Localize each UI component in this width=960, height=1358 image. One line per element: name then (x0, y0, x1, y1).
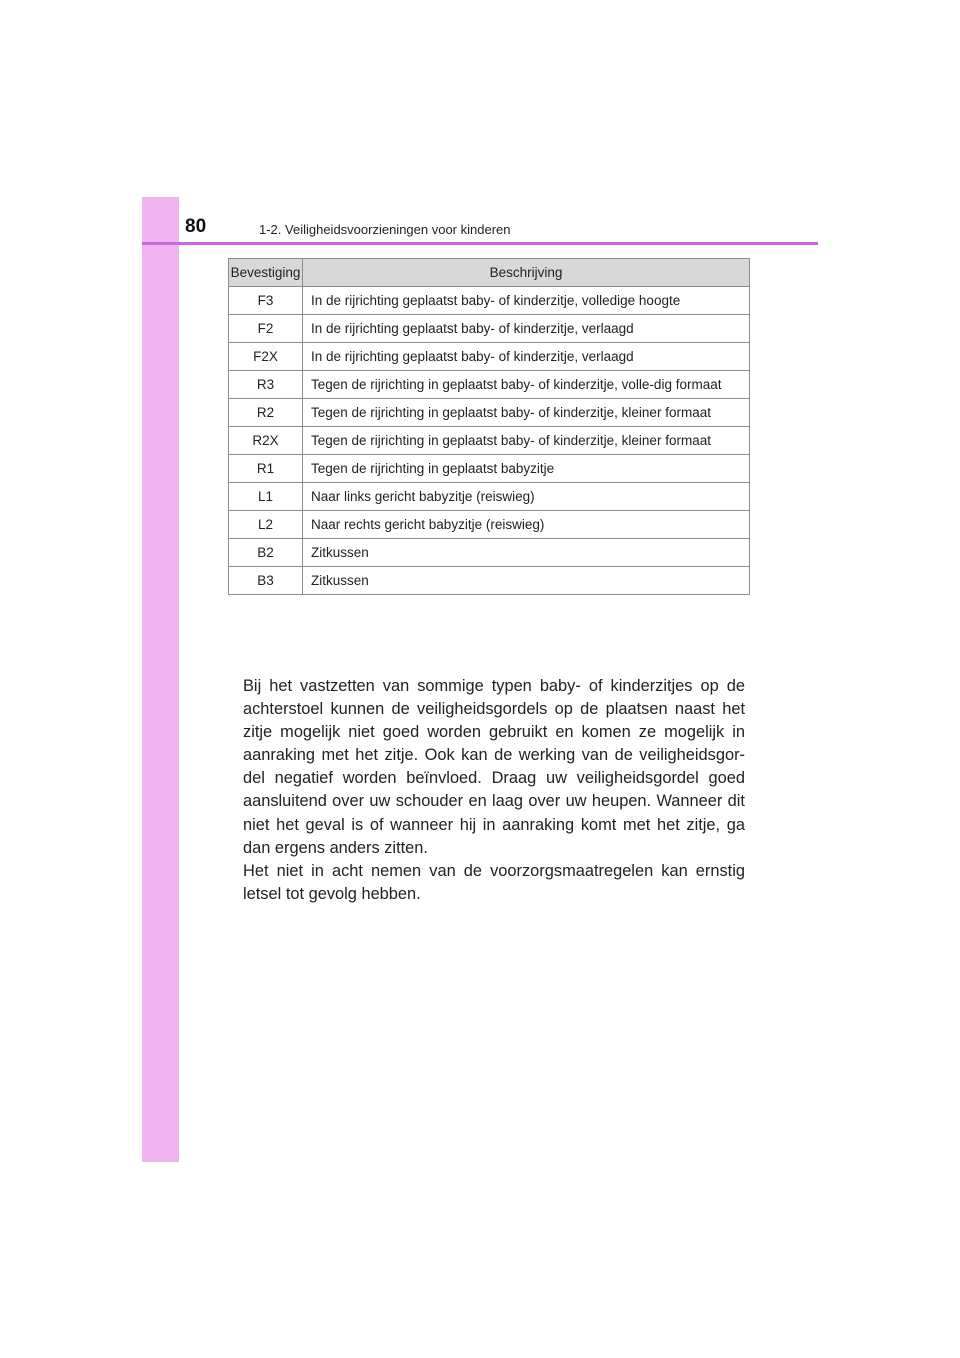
row-description: Zitkussen (303, 567, 750, 595)
row-code: L1 (229, 483, 303, 511)
table-row (229, 315, 750, 343)
table-row (229, 343, 750, 371)
row-code: R3 (229, 371, 303, 399)
table-header-row (229, 259, 750, 287)
page-number: 80 (185, 216, 207, 237)
paragraph-injury-warning: Het niet in acht nemen van de voorzorgsmaatregelen kan ernstig letsel tot gevolg hebben. (243, 861, 745, 903)
row-code: R2 (229, 399, 303, 427)
table-row (229, 455, 750, 483)
table-row (229, 399, 750, 427)
fixation-table (228, 258, 750, 595)
table-row (229, 287, 750, 315)
header-divider (142, 242, 818, 245)
row-description: Zitkussen (303, 539, 750, 567)
row-code: R1 (229, 455, 303, 483)
table-row (229, 539, 750, 567)
row-code: F2 (229, 315, 303, 343)
body-text (243, 675, 745, 906)
table-row (229, 511, 750, 539)
section-title: 1-2. Veiligheidsvoorzieningen voor kinderen (259, 222, 511, 237)
table-row (229, 371, 750, 399)
column-header-beschrijving: Beschrijving (303, 259, 750, 287)
row-description: Tegen de rijrichting in geplaatst baby- of kinderzitje, volle-dig formaat (303, 371, 750, 399)
row-description: In de rijrichting geplaatst baby- of kinderzitje, verlaagd (303, 343, 750, 371)
table-row (229, 567, 750, 595)
row-code: F2X (229, 343, 303, 371)
page-header (142, 197, 818, 245)
paragraph-seatbelt-warning: Bij het vastzetten van sommige typen baby- of kinderzitjes op de achterstoel kunnen de veiligheidsgordels op de plaatsen naast het zitje mogelijk niet goed worden gebruikt en komen ze mogelijk in aanraking met het zitje. Ook kan de werking van de veiligheidsgor-del negatief worden beïnvloed. Draag uw veiligheidsgordel goed aansluitend over uw schouder en laag over uw heupen. Wanneer dit niet het geval is of wanneer hij in aanraking komt met het zitje, ga dan ergens anders zitten. (243, 677, 745, 857)
column-header-bevestiging: Bevestiging (229, 259, 303, 287)
row-code: F3 (229, 287, 303, 315)
row-description: Naar links gericht babyzitje (reiswieg) (303, 483, 750, 511)
row-description: Naar rechts gericht babyzitje (reiswieg) (303, 511, 750, 539)
chapter-side-band (142, 197, 179, 1162)
row-description: In de rijrichting geplaatst baby- of kinderzitje, volledige hoogte (303, 287, 750, 315)
row-code: B2 (229, 539, 303, 567)
row-description: In de rijrichting geplaatst baby- of kinderzitje, verlaagd (303, 315, 750, 343)
row-description: Tegen de rijrichting in geplaatst baby- of kinderzitje, kleiner formaat (303, 427, 750, 455)
table-row (229, 483, 750, 511)
row-code: R2X (229, 427, 303, 455)
row-description: Tegen de rijrichting in geplaatst baby- of kinderzitje, kleiner formaat (303, 399, 750, 427)
row-code: L2 (229, 511, 303, 539)
row-code: B3 (229, 567, 303, 595)
row-description: Tegen de rijrichting in geplaatst babyzitje (303, 455, 750, 483)
table-row (229, 427, 750, 455)
